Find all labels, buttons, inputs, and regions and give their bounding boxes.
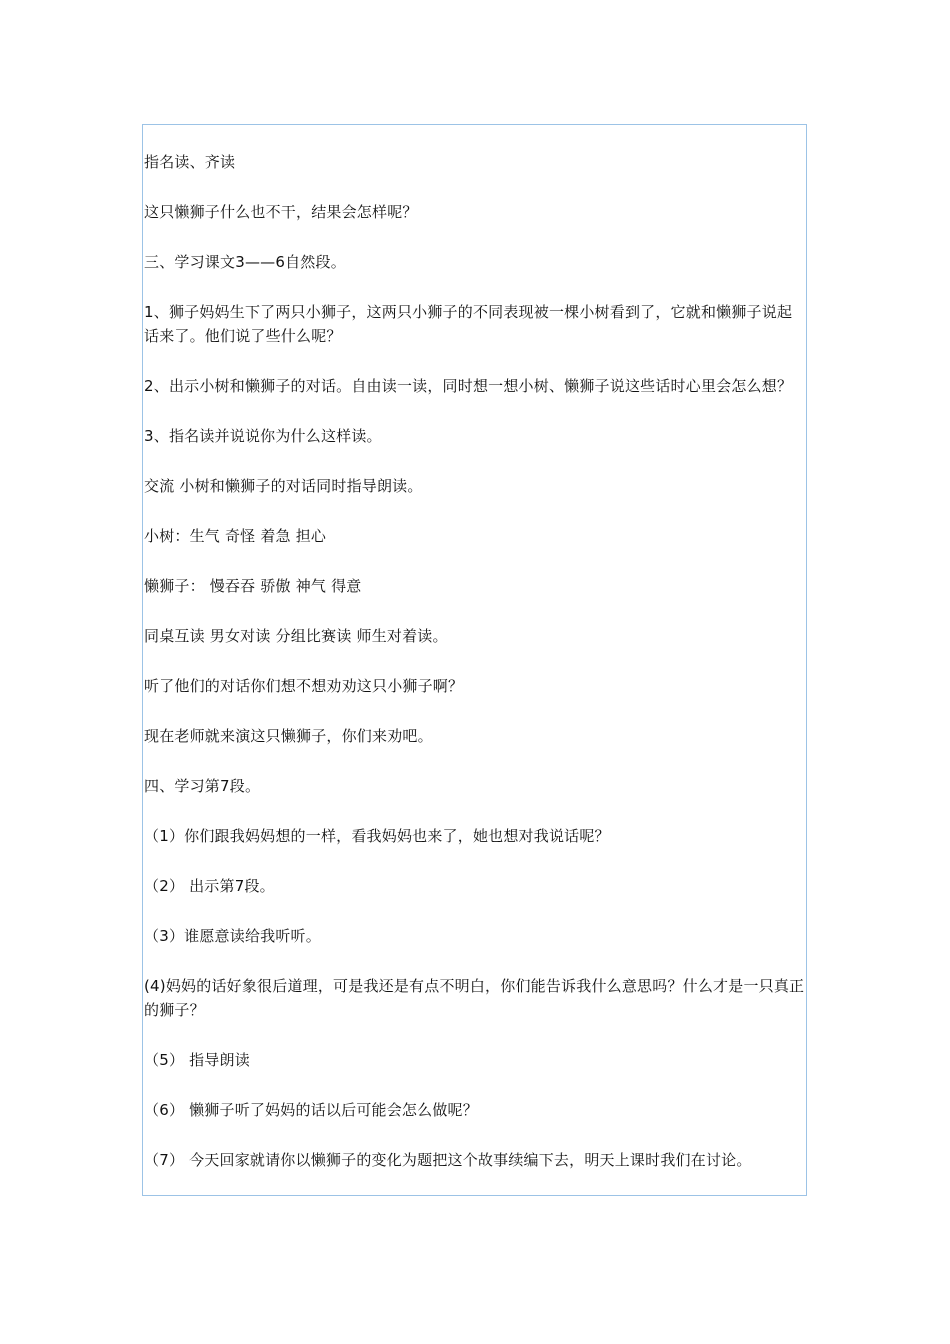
paragraph-14: （1）你们跟我妈妈想的一样，看我妈妈也来了，她也想对我说话呢？ — [144, 827, 610, 845]
paragraph-9: 懒狮子： 慢吞吞 骄傲 神气 得意 — [144, 577, 362, 595]
paragraph-12: 现在老师就来演这只懒狮子，你们来劝吧。 — [144, 727, 433, 745]
paragraph-16: （3）谁愿意读给我听听。 — [144, 927, 321, 945]
paragraph-18: （5） 指导朗读 — [144, 1051, 250, 1069]
paragraph-10: 同桌互读 男女对读 分组比赛读 师生对着读。 — [144, 627, 448, 645]
paragraph-19: （6） 懒狮子听了妈妈的话以后可能会怎么做呢？ — [144, 1101, 478, 1119]
paragraph-5: 2、出示小树和懒狮子的对话。自由读一读，同时想一想小树、懒狮子说这些话时心里会怎么想？ — [144, 377, 793, 395]
paragraph-3: 三、学习课文3——6自然段。 — [144, 253, 346, 271]
paragraph-20: （7） 今天回家就请你以懒狮子的变化为题把这个故事续编下去，明天上课时我们在讨论。 — [144, 1151, 752, 1169]
paragraph-15: （2） 出示第7段。 — [144, 877, 275, 895]
paragraph-2: 这只懒狮子什么也不干，结果会怎样呢？ — [144, 203, 418, 221]
lesson-content — [144, 150, 806, 1172]
paragraph-8: 小树：生气 奇怪 着急 担心 — [144, 527, 327, 545]
paragraph-1: 指名读、齐读 — [144, 153, 236, 171]
paragraph-11: 听了他们的对话你们想不想劝劝这只小狮子啊？ — [144, 677, 464, 695]
paragraph-4: 1、狮子妈妈生下了两只小狮子，这两只小狮子的不同表现被一棵小树看到了，它就和懒狮子说起话来了。他们说了些什么呢？ — [144, 303, 793, 345]
paragraph-17: (4)妈妈的话好象很后道理，可是我还是有点不明白，你们能告诉我什么意思吗？什么才是一只真正的狮子？ — [144, 977, 805, 1019]
paragraph-6: 3、指名读并说说你为什么这样读。 — [144, 427, 382, 445]
paragraph-13: 四、学习第7段。 — [144, 777, 261, 795]
paragraph-7: 交流 小树和懒狮子的对话同时指导朗读。 — [144, 477, 423, 495]
